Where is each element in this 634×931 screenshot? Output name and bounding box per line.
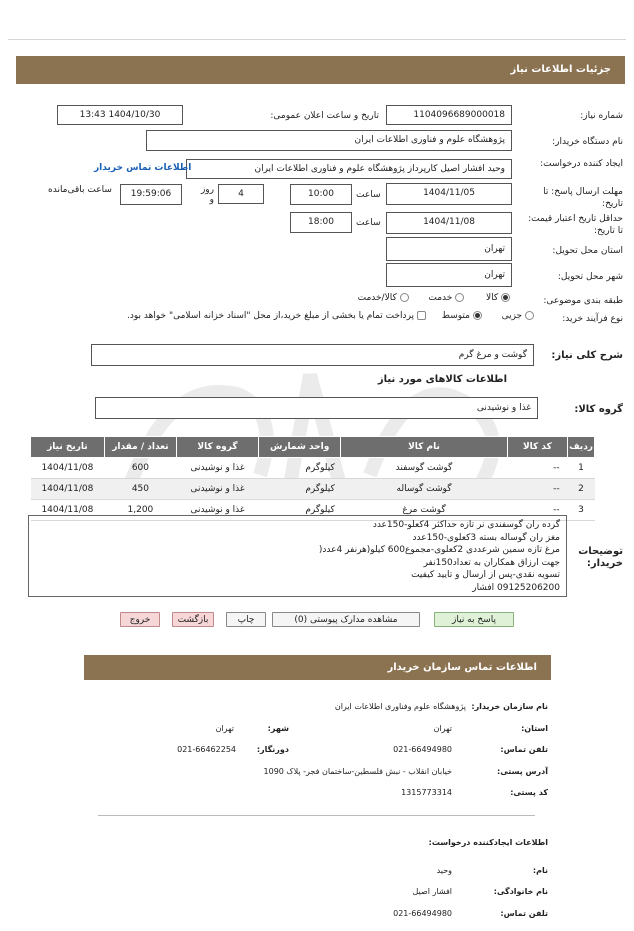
- print-button[interactable]: چاپ: [226, 612, 266, 627]
- process-label: نوع فرآیند خرید:: [562, 314, 623, 324]
- buyer-label: نام دستگاه خریدار:: [552, 137, 623, 147]
- col-date: تاریخ نیاز: [31, 437, 105, 458]
- table-header-row: [31, 437, 595, 458]
- reply-button[interactable]: پاسخ به نیاز: [434, 612, 514, 627]
- cell-name: گوشت گوساله: [341, 479, 507, 500]
- description-label: توضیحات خریدار:: [578, 546, 623, 569]
- creator-name-label: نام:: [532, 866, 548, 875]
- back-button[interactable]: بازگشت: [172, 612, 214, 627]
- cell-date: 1404/11/08: [31, 458, 105, 479]
- validity-time-field: 18:00: [290, 212, 352, 233]
- need-number-label: شماره نیاز:: [580, 111, 623, 121]
- description-line: مغز ران گوساله بسته 3کعلوی-150عدد: [412, 532, 560, 543]
- contact-postal-label: کد پستی:: [510, 788, 548, 797]
- cell-row: 1: [568, 458, 595, 479]
- cell-code: --: [507, 500, 567, 521]
- table-row: [31, 479, 595, 500]
- deadline-time-label: ساعت: [356, 190, 381, 200]
- process-medium-label: متوسط: [441, 311, 470, 321]
- province-label: استان محل تحویل:: [552, 246, 623, 256]
- deadline-date-field: 1404/11/05: [386, 183, 512, 205]
- category-both-radio[interactable]: [400, 293, 409, 302]
- contact-fax-label: دورنگار:: [256, 745, 289, 754]
- description-line: تسویه نقدی-پس از ارسال و تایید کیفیت: [411, 570, 560, 580]
- contact-fax-value: 021-66462254: [177, 745, 236, 754]
- process-radio-group: [127, 311, 534, 321]
- top-divider: [8, 39, 626, 40]
- cell-row: 3: [568, 500, 595, 521]
- category-both-label: کالا/خدمت: [357, 293, 397, 303]
- contact-address-label: آدرس پستی:: [497, 767, 548, 776]
- process-minor-radio[interactable]: [525, 311, 534, 320]
- category-service-label: خدمت: [428, 293, 453, 303]
- contact-org-label: نام سازمان خریدار:: [471, 702, 548, 711]
- announce-field: 1404/10/30 13:43: [57, 105, 183, 125]
- validity-label: حداقل تاریخ اعتبار قیمت: تا تاریخ:: [528, 214, 623, 236]
- deadline-label: مهلت ارسال پاسخ: تا تاریخ:: [543, 187, 623, 209]
- contact-province-value: تهران: [433, 724, 452, 733]
- buyer-field: پژوهشگاه علوم و فناوری اطلاعات ایران: [146, 130, 512, 151]
- validity-time-label: ساعت: [356, 218, 381, 228]
- category-radio-group: [358, 293, 510, 303]
- creator-name-value: وحید: [436, 866, 452, 875]
- attachments-button[interactable]: مشاهده مدارک پیوستی (0): [272, 612, 420, 627]
- table-row: [31, 458, 595, 479]
- cell-date: 1404/11/08: [31, 500, 105, 521]
- description-line: جهت ارزاق همکاران به تعداد150نفر: [423, 557, 560, 568]
- creator-phone-label: تلفن تماس:: [500, 909, 548, 918]
- cell-qty: 600: [104, 458, 176, 479]
- group-label: گروه کالا:: [574, 404, 623, 415]
- items-table: [30, 436, 595, 521]
- creator-family-value: افشار اصیل: [412, 887, 452, 896]
- contact-postal-value: 1315773314: [401, 788, 452, 797]
- creator-field: وحید افشار اصیل کارپرداز پژوهشگاه علوم و فناوری اطلاعات ایران: [186, 159, 512, 179]
- creator-family-label: نام خانوادگی:: [493, 887, 548, 896]
- cell-qty: 1,200: [104, 500, 176, 521]
- cell-name: گوشت مرغ: [341, 500, 507, 521]
- creator-label: [533, 158, 623, 170]
- category-goods-label: کالا: [485, 293, 499, 303]
- validity-date-field: 1404/11/08: [386, 212, 512, 234]
- cell-unit: کیلوگرم: [259, 479, 341, 500]
- creator-section-title: اطلاعات ایجادکننده درخواست:: [428, 838, 548, 847]
- creator-label-text: ایجاد کننده درخواست:: [540, 159, 623, 169]
- contact-org-value: پژوهشگاه علوم وفناوری اطلاعات ایران: [334, 702, 466, 711]
- description-line: 09125206200 افشار: [472, 582, 560, 593]
- col-name: نام کالا: [341, 437, 507, 458]
- page-header: جزئیات اطلاعات نیاز: [16, 56, 625, 84]
- need-number-field: 1104096689000018: [386, 105, 512, 125]
- contact-phone-value: 021-66494980: [393, 745, 452, 754]
- contact-city-label: شهر:: [267, 724, 289, 733]
- city-label: شهر محل تحویل:: [557, 272, 623, 282]
- process-minor-label: جزیی: [501, 311, 523, 321]
- days-label: روز و: [200, 185, 214, 205]
- cell-unit: کیلوگرم: [259, 500, 341, 521]
- contact-info-link[interactable]: اطلاعات تماس خریدار: [94, 163, 192, 173]
- cell-unit: کیلوگرم: [259, 458, 341, 479]
- treasury-payment-checkbox[interactable]: [417, 311, 426, 320]
- contact-phone-label: تلفن تماس:: [500, 745, 548, 754]
- contact-address-value: خیابان انقلاب - نبش فلسطین-ساختمان فجر- پلاک 1090: [263, 767, 452, 776]
- cell-code: --: [507, 458, 567, 479]
- announce-label: تاریخ و ساعت اعلان عمومی:: [270, 111, 379, 121]
- col-qty: تعداد / مقدار: [104, 437, 176, 458]
- col-row: ردیف: [568, 437, 595, 458]
- cell-code: --: [507, 479, 567, 500]
- cell-row: 2: [568, 479, 595, 500]
- contact-city-value: تهران: [215, 724, 234, 733]
- process-medium-radio[interactable]: [473, 311, 482, 320]
- remaining-field: 19:59:06: [120, 184, 182, 205]
- contact-divider: [98, 815, 535, 816]
- remaining-label: ساعت باقی‌مانده: [48, 185, 112, 195]
- cell-group: غذا و نوشیدنی: [177, 500, 259, 521]
- summary-label: شرح کلی نیاز:: [551, 350, 623, 361]
- creator-phone-value: 021-66494980: [393, 909, 452, 918]
- category-label: طبقه بندی موضوعی:: [543, 296, 623, 306]
- col-unit: واحد شمارش: [259, 437, 341, 458]
- category-goods-radio[interactable]: [501, 293, 510, 302]
- description-line: گرده ران گوسفندی نر تازه حداکثر 4کعلو-150عدد: [372, 520, 560, 530]
- description-box: [28, 515, 567, 597]
- cell-name: گوشت گوسفند: [341, 458, 507, 479]
- contact-header: اطلاعات تماس سازمان خریدار: [84, 655, 551, 680]
- group-field: غذا و نوشیدنی: [95, 397, 538, 419]
- cell-group: غذا و نوشیدنی: [177, 479, 259, 500]
- days-field: 4: [218, 184, 264, 204]
- cell-qty: 450: [104, 479, 176, 500]
- treasury-payment-note: پرداخت تمام یا بخشی از مبلغ خرید،از محل "اسناد خزانه اسلامی" خواهد بود.: [127, 311, 415, 321]
- deadline-time-field: 10:00: [290, 184, 352, 205]
- cell-date: 1404/11/08: [31, 479, 105, 500]
- contact-province-label: استان:: [521, 724, 548, 733]
- cell-group: غذا و نوشیدنی: [177, 458, 259, 479]
- exit-button[interactable]: خروج: [120, 612, 160, 627]
- summary-field: گوشت و مرغ گرم: [91, 344, 534, 366]
- items-section-title: اطلاعات کالاهای مورد نیاز: [377, 374, 507, 385]
- city-field: تهران: [386, 263, 512, 287]
- category-service-radio[interactable]: [455, 293, 464, 302]
- description-line: مرغ تازه سمین شرعددی 2کعلوی-مجموع600 کیلو(هرنفر 4عدد(: [318, 545, 560, 555]
- province-field: تهران: [386, 237, 512, 261]
- col-group: گروه کالا: [177, 437, 259, 458]
- col-code: کد کالا: [507, 437, 567, 458]
